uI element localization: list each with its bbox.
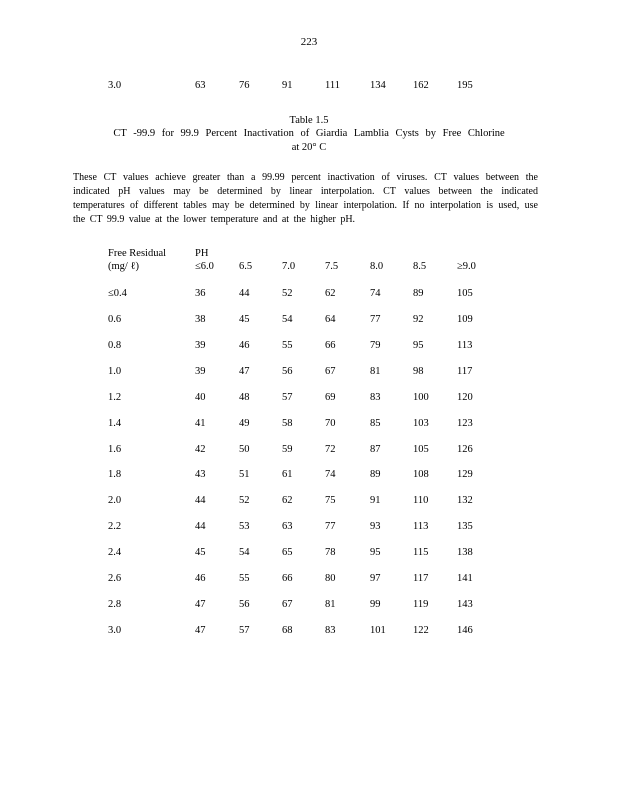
table-cell: 93 (370, 521, 381, 532)
carryover-row (0, 80, 618, 94)
table-cell: 44 (239, 288, 250, 299)
table-row (0, 521, 618, 535)
header-free-residual: Free Residual (108, 248, 167, 259)
table-cell: 135 (457, 521, 473, 532)
table-cell: 66 (325, 340, 336, 351)
table-cell: 57 (239, 625, 250, 636)
table-cell: 2.0 (108, 495, 122, 506)
table-cell: 64 (325, 314, 336, 325)
table-title (0, 127, 618, 140)
table-cell: 70 (325, 418, 336, 429)
table-cell: 85 (370, 418, 381, 429)
table-row (0, 340, 618, 354)
table-cell: 141 (457, 573, 473, 584)
table-cell: 52 (282, 288, 293, 299)
table-cell: 48 (239, 392, 250, 403)
table-cell: 62 (325, 288, 336, 299)
header-ph-col: 7.5 (325, 261, 339, 272)
table-cell: 44 (195, 495, 206, 506)
table-cell: 109 (457, 314, 473, 325)
table-cell: 78 (325, 547, 336, 558)
table-cell: 143 (457, 599, 473, 610)
table-cell: 46 (195, 573, 206, 584)
table-cell: 95 (370, 547, 381, 558)
header-ph-label: PH (195, 248, 209, 259)
table-cell: 62 (282, 495, 293, 506)
page-number: 223 (300, 36, 318, 48)
table-cell: 38 (195, 314, 206, 325)
table-cell: 120 (457, 392, 473, 403)
table-cell: 105 (457, 288, 473, 299)
carryover-cell: 91 (282, 80, 293, 91)
table-cell: 40 (195, 392, 206, 403)
header-units: (mg/ ℓ) (108, 261, 139, 272)
table-cell: 66 (282, 573, 293, 584)
table-cell: 117 (413, 573, 429, 584)
table-cell: 52 (239, 495, 250, 506)
table-cell: 126 (457, 444, 473, 455)
table-row (0, 392, 618, 406)
table-cell: 108 (413, 469, 429, 480)
table-cell: 39 (195, 340, 206, 351)
table-row (0, 547, 618, 561)
table-cell: 87 (370, 444, 381, 455)
table-row (0, 573, 618, 587)
table-subtitle: at 20° C (291, 142, 327, 153)
table-cell: 74 (370, 288, 381, 299)
table-cell: 138 (457, 547, 473, 558)
table-cell: 132 (457, 495, 473, 506)
table-row (0, 625, 618, 639)
table-cell: 0.8 (108, 340, 122, 351)
table-cell: 47 (239, 366, 250, 377)
table-cell: 92 (413, 314, 424, 325)
table-cell: 68 (282, 625, 293, 636)
table-cell: 55 (239, 573, 250, 584)
table-cell: 44 (195, 521, 206, 532)
table-header (0, 247, 618, 277)
header-ph-col: ≥9.0 (457, 261, 476, 272)
table-cell: 65 (282, 547, 293, 558)
table-cell: 54 (239, 547, 250, 558)
table-cell: 56 (282, 366, 293, 377)
table-cell: 1.8 (108, 469, 122, 480)
table-cell: 103 (413, 418, 429, 429)
table-note: These CT values achieve greater than a 99.99 percent inactivation of viruses. CT values between the indicated pH values may be determined by linear interpolation. CT values between the indicated temperatures of different tables may be determined by linear interpolation. If no interpolation is used, use the CT 99.9 value at the lower temperature and at the higher pH. (73, 172, 538, 225)
table-cell: 43 (195, 469, 206, 480)
table-cell: 2.8 (108, 599, 122, 610)
table-cell: 47 (195, 625, 206, 636)
header-ph-col: ≤6.0 (195, 261, 214, 272)
table-cell: 45 (239, 314, 250, 325)
table-cell: 146 (457, 625, 473, 636)
table-cell: 57 (282, 392, 293, 403)
table-cell: 45 (195, 547, 206, 558)
table-cell: 47 (195, 599, 206, 610)
header-ph-col: 8.5 (413, 261, 427, 272)
carryover-cell: 3.0 (108, 80, 122, 91)
table-cell: 113 (413, 521, 429, 532)
table-cell: 101 (370, 625, 386, 636)
table-cell: 69 (325, 392, 336, 403)
table-cell: 67 (282, 599, 293, 610)
table-cell: 77 (325, 521, 336, 532)
table-cell: 97 (370, 573, 381, 584)
table-row (0, 314, 618, 328)
table-cell: 123 (457, 418, 473, 429)
table-cell: 3.0 (108, 625, 122, 636)
table-cell: 49 (239, 418, 250, 429)
table-cell: ≤0.4 (108, 288, 127, 299)
header-ph-col: 8.0 (370, 261, 384, 272)
table-cell: 2.2 (108, 521, 122, 532)
table-cell: 61 (282, 469, 293, 480)
table-cell: 117 (457, 366, 473, 377)
table-cell: 54 (282, 314, 293, 325)
table-cell: 0.6 (108, 314, 122, 325)
table-cell: 74 (325, 469, 336, 480)
table-row (0, 599, 618, 613)
carryover-cell: 195 (457, 80, 473, 91)
carryover-cell: 162 (413, 80, 429, 91)
table-cell: 105 (413, 444, 429, 455)
table-row (0, 288, 618, 302)
table-cell: 1.2 (108, 392, 122, 403)
table-cell: 2.4 (108, 547, 122, 558)
table-cell: 58 (282, 418, 293, 429)
table-cell: 83 (325, 625, 336, 636)
carryover-cell: 134 (370, 80, 386, 91)
table-number: Table 1.5 (289, 115, 329, 126)
carryover-cell: 76 (239, 80, 250, 91)
table-row (0, 444, 618, 458)
table-cell: 1.4 (108, 418, 122, 429)
table-cell: 99 (370, 599, 381, 610)
table-cell: 55 (282, 340, 293, 351)
table-cell: 1.6 (108, 444, 122, 455)
table-cell: 2.6 (108, 573, 122, 584)
table-cell: 63 (282, 521, 293, 532)
table-title-text: CT -99.9 for 99.9 Percent Inactivation of Giardia Lamblia Cysts by Free Chlorine (113, 128, 505, 139)
table-row (0, 366, 618, 380)
table-cell: 36 (195, 288, 206, 299)
table-cell: 59 (282, 444, 293, 455)
table-row (0, 469, 618, 483)
table-cell: 56 (239, 599, 250, 610)
table-cell: 98 (413, 366, 424, 377)
table-cell: 80 (325, 573, 336, 584)
table-cell: 100 (413, 392, 429, 403)
table-cell: 39 (195, 366, 206, 377)
table-cell: 50 (239, 444, 250, 455)
table-cell: 77 (370, 314, 381, 325)
table-row (0, 495, 618, 509)
table-cell: 122 (413, 625, 429, 636)
table-cell: 79 (370, 340, 381, 351)
table-cell: 113 (457, 340, 473, 351)
table-cell: 115 (413, 547, 429, 558)
table-cell: 89 (413, 288, 424, 299)
table-cell: 67 (325, 366, 336, 377)
carryover-cell: 111 (325, 80, 340, 91)
table-cell: 129 (457, 469, 473, 480)
table-cell: 75 (325, 495, 336, 506)
table-cell: 89 (370, 469, 381, 480)
table-cell: 72 (325, 444, 336, 455)
table-cell: 110 (413, 495, 429, 506)
table-cell: 53 (239, 521, 250, 532)
table-cell: 46 (239, 340, 250, 351)
table-cell: 119 (413, 599, 429, 610)
table-cell: 95 (413, 340, 424, 351)
table-cell: 81 (370, 366, 381, 377)
table-cell: 1.0 (108, 366, 122, 377)
table-cell: 42 (195, 444, 206, 455)
table-cell: 91 (370, 495, 381, 506)
header-ph-col: 6.5 (239, 261, 253, 272)
table-cell: 83 (370, 392, 381, 403)
table-cell: 41 (195, 418, 206, 429)
table-cell: 81 (325, 599, 336, 610)
header-ph-col: 7.0 (282, 261, 296, 272)
carryover-cell: 63 (195, 80, 206, 91)
table-cell: 51 (239, 469, 250, 480)
table-row (0, 418, 618, 432)
